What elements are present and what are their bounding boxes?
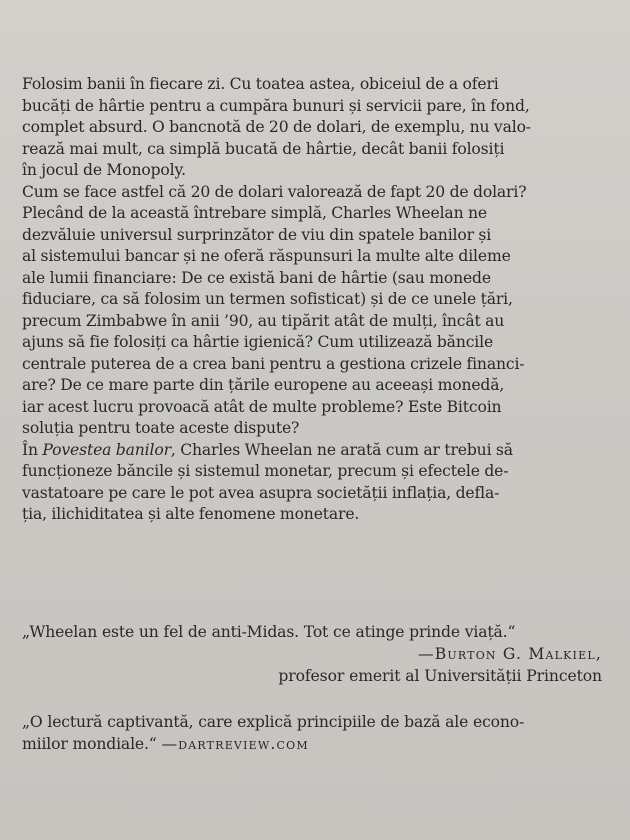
paragraph-1 xyxy=(22,74,604,182)
text-line: precum Zimbabwe în anii ’90, au tipărit atât de mulți, încât au xyxy=(22,311,505,330)
quote-1-attribution xyxy=(220,644,602,687)
quote-text: „O lectură captivantă, care explică principiile de bază ale econo- xyxy=(22,713,525,731)
quote-author-role: profesor emerit al Universității Princeton xyxy=(278,666,602,685)
quote-source: —dartreview.com xyxy=(161,734,309,753)
quote-author: —Burton G. Malkiel, xyxy=(417,645,602,663)
review-quote-1 xyxy=(22,622,612,644)
text-line: rează mai mult, ca simplă bucată de hârtie, decât banii folosiți xyxy=(22,139,505,158)
text-line: în jocul de Monopoly. xyxy=(22,161,186,179)
text-fragment: , Charles Wheelan ne arată cum ar trebui să xyxy=(170,440,513,459)
text-line: bucăți de hârtie pentru a cumpăra bunuri și servicii pare, în fond, xyxy=(22,96,530,115)
text-line: vastatoare pe care le pot avea asupra societății inflația, defla- xyxy=(22,483,500,502)
paragraph-3 xyxy=(22,440,604,526)
text-line: ale lumii financiare: De ce există bani de hârtie (sau monede xyxy=(22,268,491,287)
quote-text-fragment: miilor mondiale.“ xyxy=(22,734,162,753)
text-line: soluția pentru toate aceste dispute? xyxy=(22,419,300,437)
text-line: Cum se face astfel că 20 de dolari valorează de fapt 20 de dolari? xyxy=(22,182,527,201)
text-line: dezvăluie universul surprinzător de viu din spatele banilor și xyxy=(22,225,492,244)
text-line: complet absurd. O bancnotă de 20 de dolari, de exemplu, nu valo- xyxy=(22,118,531,136)
quote-text: „Wheelan este un fel de anti-Midas. Tot ce atinge prinde viață.“ xyxy=(22,623,516,641)
text-line: are? De ce mare parte din țările europene au aceeași monedă, xyxy=(22,376,505,394)
book-title: Povestea banilor xyxy=(42,440,171,459)
text-line: funcționeze băncile și sistemul monetar, precum și efectele de- xyxy=(22,462,509,480)
blurb-text xyxy=(22,74,604,526)
quote-text-line-2 xyxy=(22,734,604,756)
text-line: ția, ilichiditatea și alte fenomene monetare. xyxy=(22,505,360,523)
text-line xyxy=(22,440,604,462)
text-line: ajuns să fie folosiți ca hârtie igienică? Cum utilizează băncile xyxy=(22,333,494,351)
review-quote-2 xyxy=(22,712,604,755)
text-fragment: În xyxy=(22,440,43,459)
paragraph-2 xyxy=(22,182,604,440)
text-line: fiduciare, ca să folosim un termen sofisticat) și de ce unele țări, xyxy=(22,290,513,308)
text-line: Plecând de la această întrebare simplă, Charles Wheelan ne xyxy=(22,204,487,222)
text-line: Folosim banii în fiecare zi. Cu toatea astea, obiceiul de a oferi xyxy=(22,75,499,93)
text-line: al sistemului bancar și ne oferă răspunsuri la multe alte dileme xyxy=(22,247,511,265)
text-line: iar acest lucru provoacă atât de multe probleme? Este Bitcoin xyxy=(22,397,502,416)
text-line: centrale puterea de a crea bani pentru a gestiona crizele financi- xyxy=(22,354,525,373)
